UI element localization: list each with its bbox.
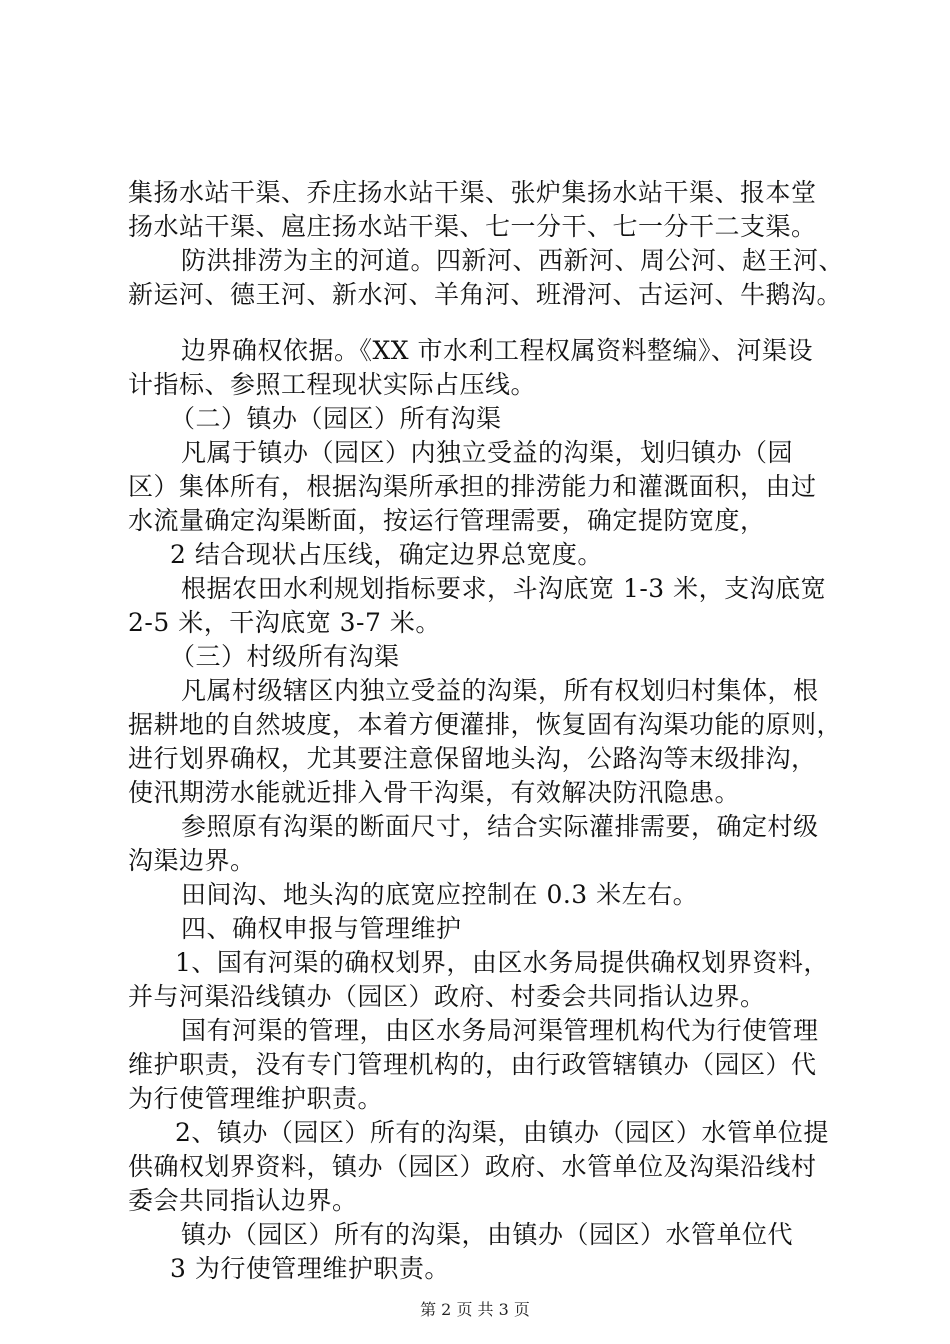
text-line: 3 为行使管理维护职责。 [170, 1254, 450, 1283]
text-line: 水流量确定沟渠断面，按运行管理需要，确定提防宽度， [128, 506, 766, 535]
text-line: 根据农田水利规划指标要求，斗沟底宽 1-3 米，支沟底宽 [181, 574, 827, 603]
text-line: 2-5 米，干沟底宽 3-7 米。 [128, 608, 441, 637]
text-line: 维护职责，没有专门管理机构的，由行政管辖镇办（园区）代 [128, 1050, 817, 1079]
text-line: 集扬水站干渠、乔庄扬水站干渠、张炉集扬水站干渠、报本堂 [128, 178, 817, 207]
text-line: 沟渠边界。 [128, 846, 256, 875]
text-line: 据耕地的自然坡度，本着方便灌排，恢复固有沟渠功能的原则， [128, 710, 843, 739]
text-line: 为行使管理维护职责。 [128, 1084, 384, 1113]
text-line: 镇办（园区）所有的沟渠，由镇办（园区）水管单位代 [181, 1220, 794, 1249]
text-line: 1、国有河渠的确权划界，由区水务局提供确权划界资料， [175, 948, 829, 977]
section-heading: （三）村级所有沟渠 [170, 642, 400, 671]
section-heading: 四、确权申报与管理维护 [181, 914, 462, 943]
text-line: 凡属于镇办（园区）内独立受益的沟渠，划归镇办（园 [181, 438, 794, 467]
text-line: 田间沟、地头沟的底宽应控制在 0.3 米左右。 [181, 880, 699, 909]
text-line: 2 结合现状占压线，确定边界总宽度。 [170, 540, 603, 569]
text-line: 委会共同指认边界。 [128, 1186, 358, 1215]
section-heading: （二）镇办（园区）所有沟渠 [170, 404, 502, 433]
text-line: 计指标、参照工程现状实际占压线。 [128, 370, 537, 399]
text-line: 新运河、德王河、新水河、羊角河、班滑河、古运河、牛鹅沟。 [128, 280, 843, 309]
text-line: 并与河渠沿线镇办（园区）政府、村委会共同指认边界。 [128, 982, 766, 1011]
text-line: 凡属村级辖区内独立受益的沟渠，所有权划归村集体，根 [181, 676, 819, 705]
text-line: 进行划界确权，尤其要注意保留地头沟，公路沟等末级排沟， [128, 744, 817, 773]
text-line: 防洪排涝为主的河道。四新河、西新河、周公河、赵王河、 [181, 246, 845, 275]
text-line: 扬水站干渠、扈庄扬水站干渠、七一分干、七一分干二支渠。 [128, 212, 817, 241]
text-line: 2、镇办（园区）所有的沟渠，由镇办（园区）水管单位提 [175, 1118, 829, 1147]
text-line: 国有河渠的管理，由区水务局河渠管理机构代为行使管理 [181, 1016, 819, 1045]
text-line: 供确权划界资料，镇办（园区）政府、水管单位及沟渠沿线村 [128, 1152, 817, 1181]
text-line: 使汛期涝水能就近排入骨干沟渠，有效解决防汛隐患。 [128, 778, 741, 807]
text-line: 边界确权依据。《XX 市水利工程权属资料整编》、河渠设 [181, 336, 814, 365]
text-line: 参照原有沟渠的断面尺寸，结合实际灌排需要，确定村级 [181, 812, 819, 841]
text-line: 区）集体所有，根据沟渠所承担的排涝能力和灌溉面积，由过 [128, 472, 817, 501]
page-footer: 第 2 页 共 3 页 [420, 1300, 530, 1319]
